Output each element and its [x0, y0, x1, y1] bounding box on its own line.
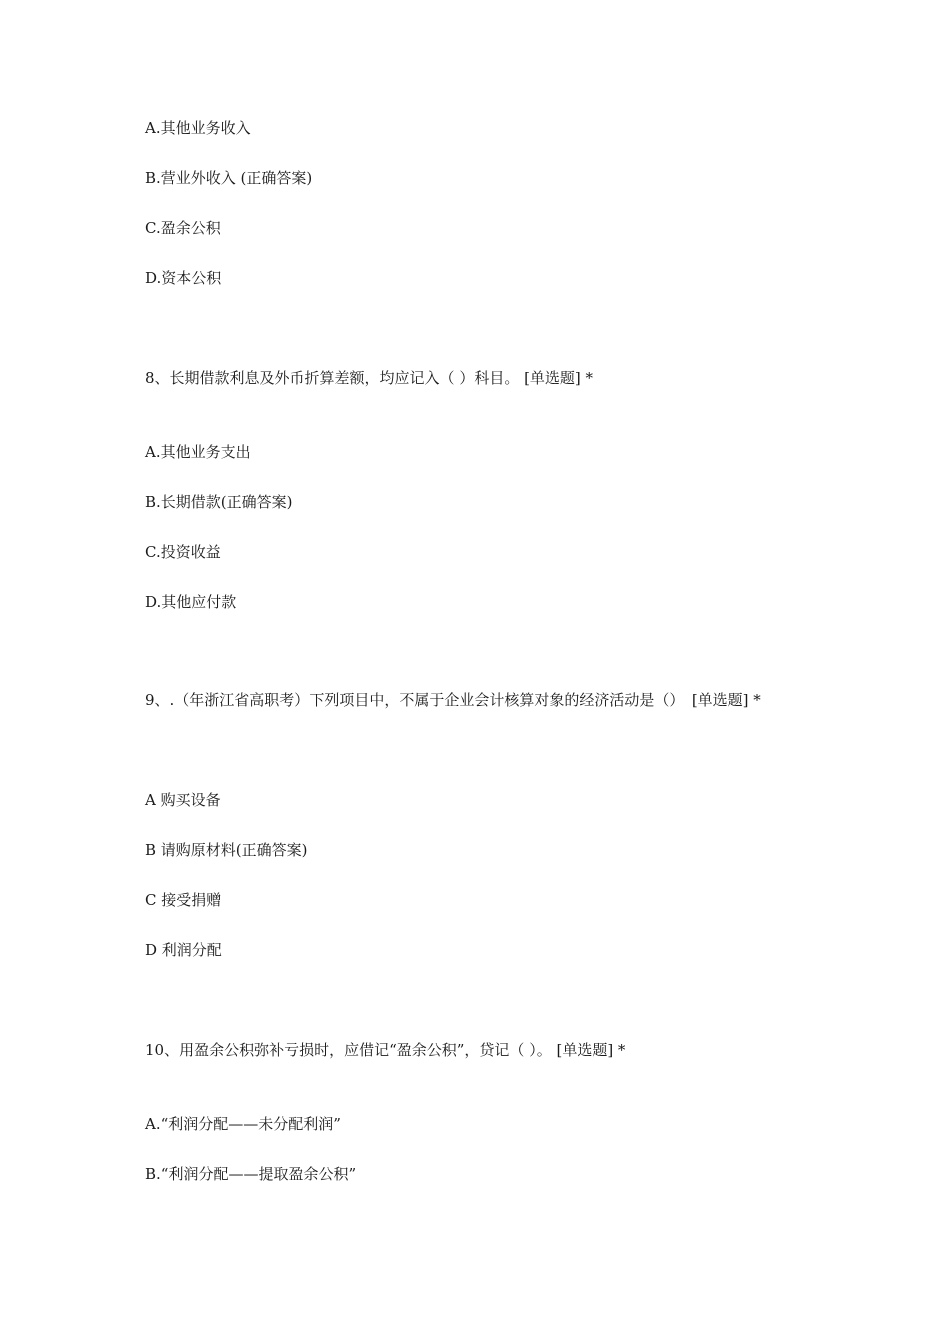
option-b: B 请购原材料(正确答案) [145, 841, 308, 859]
option-d: D.其他应付款 [145, 593, 237, 611]
option-d: D 利润分配 [145, 941, 222, 959]
option-a: A.其他业务支出 [145, 443, 251, 461]
option-a: A.“利润分配——未分配利润” [145, 1115, 341, 1133]
question-text: 8、长期借款利息及外币折算差额，均应记入（ ）科目。 [单选题] * [145, 369, 594, 387]
option-b: B.营业外收入 (正确答案) [145, 169, 313, 187]
option-a: A.其他业务收入 [145, 119, 251, 137]
question-8 [145, 366, 810, 391]
question-10 [145, 1038, 810, 1063]
question-text: 9、.（年浙江省高职考）下列项目中，不属于企业会计核算对象的经济活动是（） [单选题] * [145, 691, 761, 709]
option-c: C 接受捐赠 [145, 891, 222, 909]
option-c: C.盈余公积 [145, 219, 221, 237]
option-c: C.投资收益 [145, 543, 221, 561]
option-a: A 购买设备 [145, 791, 221, 809]
option-d: D.资本公积 [145, 269, 222, 287]
option-b: B.“利润分配——提取盈余公积” [145, 1165, 357, 1183]
option-b: B.长期借款(正确答案) [145, 493, 293, 511]
question-text: 10、用盈余公积弥补亏损时，应借记“盈余公积”，贷记（ ）。 [单选题] * [145, 1041, 626, 1059]
question-9 [145, 688, 810, 713]
